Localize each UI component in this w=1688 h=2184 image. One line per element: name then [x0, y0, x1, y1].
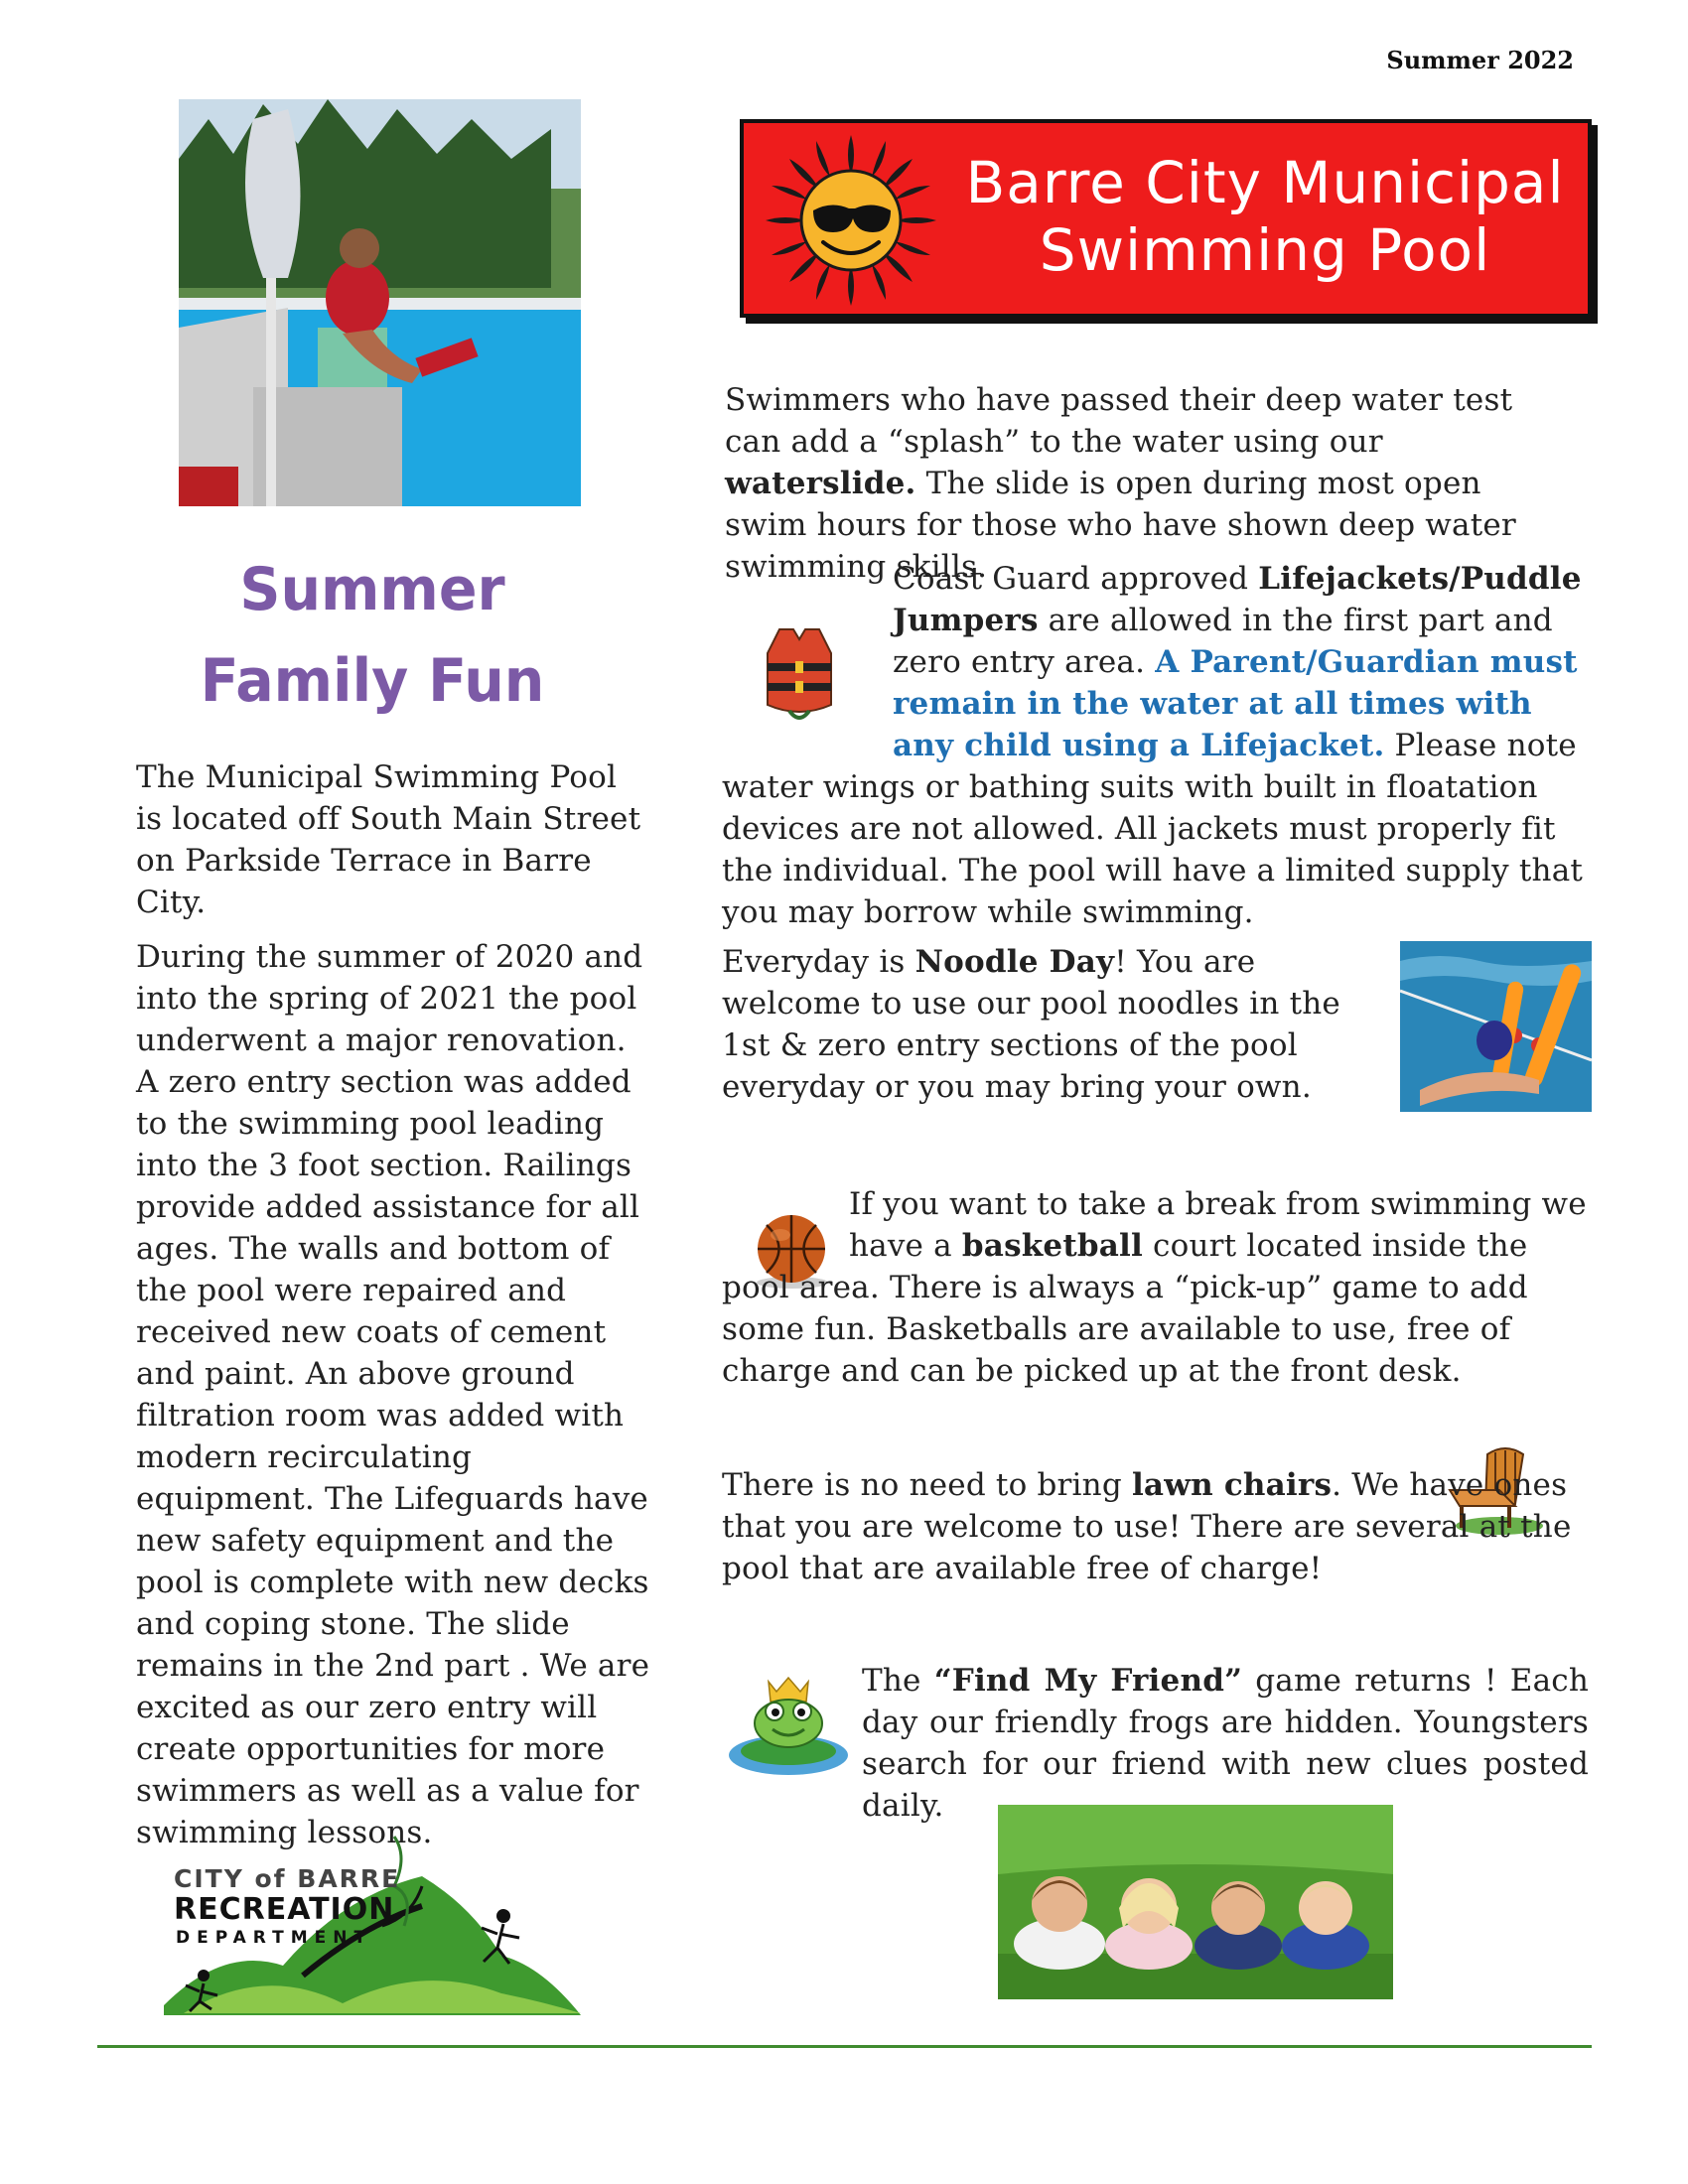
noodle-swimmer-photo — [1400, 941, 1592, 1112]
waterslide-paragraph: Swimmers who have passed their deep water test can add a “splash” to the water using our waterslide. The slide is open during most open swim hours for those who have shown deep water swimming skills. — [725, 382, 1516, 585]
lifejackets-paragraph: Coast Guard approved Lifejackets/Puddle Jumpers are allowed in the first part and zero entry area. A Parent/Guardian must remain in the water at all times with any child using a Lifejacket. Please note water wings or bathing suits with built in floatation devices are not allowed. All jackets must properly fit the individual. The pool will have a limited supply that you may borrow while swimming. — [722, 561, 1584, 930]
banner-title: Barre City Municipal Swimming Pool — [965, 149, 1565, 284]
find-my-friend-term: “Find My Friend” — [933, 1663, 1243, 1699]
logo-line-recreation: RECREATION — [174, 1892, 395, 1927]
renovation-paragraph: During the summer of 2020 and into the spring of 2021 the pool underwent a major renovation. A zero entry section was added to the swimming pool leading into the 3 foot section. Railings provide added assistance for all ages. The walls and bottom of the pool were repaired and received new coats of cement and paint. An above ground filtration room was added with modern recirculating equipment. The Lifeguards have new safety equipment and the pool is complete with new decks and coping stone. The slide remains in the 2nd part . We are excited as our zero entry will create opportunities for more swimmers as well as a value for swimming lessons. — [136, 939, 650, 1850]
lifejackets-term: Lifejackets/Puddle Jumpers — [893, 561, 1582, 638]
logo-line-department: DEPARTMENT — [176, 1928, 373, 1948]
logo-line-city: CITY of BARRE — [174, 1864, 401, 1893]
footer-rule — [97, 2045, 1592, 2048]
section-heading: Summer Family Fun — [200, 555, 545, 716]
find-my-friend-paragraph: The “Find My Friend” game returns ! Each day our friendly frogs are hidden. Youngsters search for our friend with new clues posted daily. — [862, 1663, 1589, 1824]
noodle-paragraph: Everyday is Noodle Day! You are welcome to use our pool noodles in the 1st & zero entry sections of the pool everyday or you may bring your own. — [722, 944, 1340, 1105]
parent-guardian-warning: A Parent/Guardian must remain in the water at all times with any child using a Lifejacket. — [893, 644, 1578, 763]
kids-on-grass-photo — [998, 1805, 1393, 1999]
recreation-department-logo — [164, 1827, 581, 2025]
location-paragraph: The Municipal Swimming Pool is located off South Main Street on Parkside Terrace in Barre City. — [136, 759, 641, 920]
waterslide-term: waterslide. — [725, 466, 916, 501]
left-column-text — [136, 756, 652, 1866]
basketball-term: basketball — [961, 1228, 1143, 1264]
lawn-chairs-paragraph: There is no need to bring lawn chairs. We have ones that you are welcome to use! There are several at the pool that are available free of charge! — [722, 1467, 1572, 1586]
lifeguard-photo — [179, 99, 581, 506]
basketball-paragraph: If you want to take a break from swimming we have a basketball court located inside the pool area. There is always a “pick-up” game to add some fun. Basketballs are available to use, free of charge and can be picked up at the front desk. — [722, 1186, 1587, 1389]
noodle-term: Noodle Day — [914, 944, 1115, 980]
sun-icon — [762, 131, 940, 310]
frog-icon — [725, 1668, 852, 1779]
header-banner — [740, 119, 1592, 318]
lawn-chairs-term: lawn chairs — [1131, 1467, 1333, 1503]
issue-date: Summer 2022 — [1386, 46, 1574, 74]
